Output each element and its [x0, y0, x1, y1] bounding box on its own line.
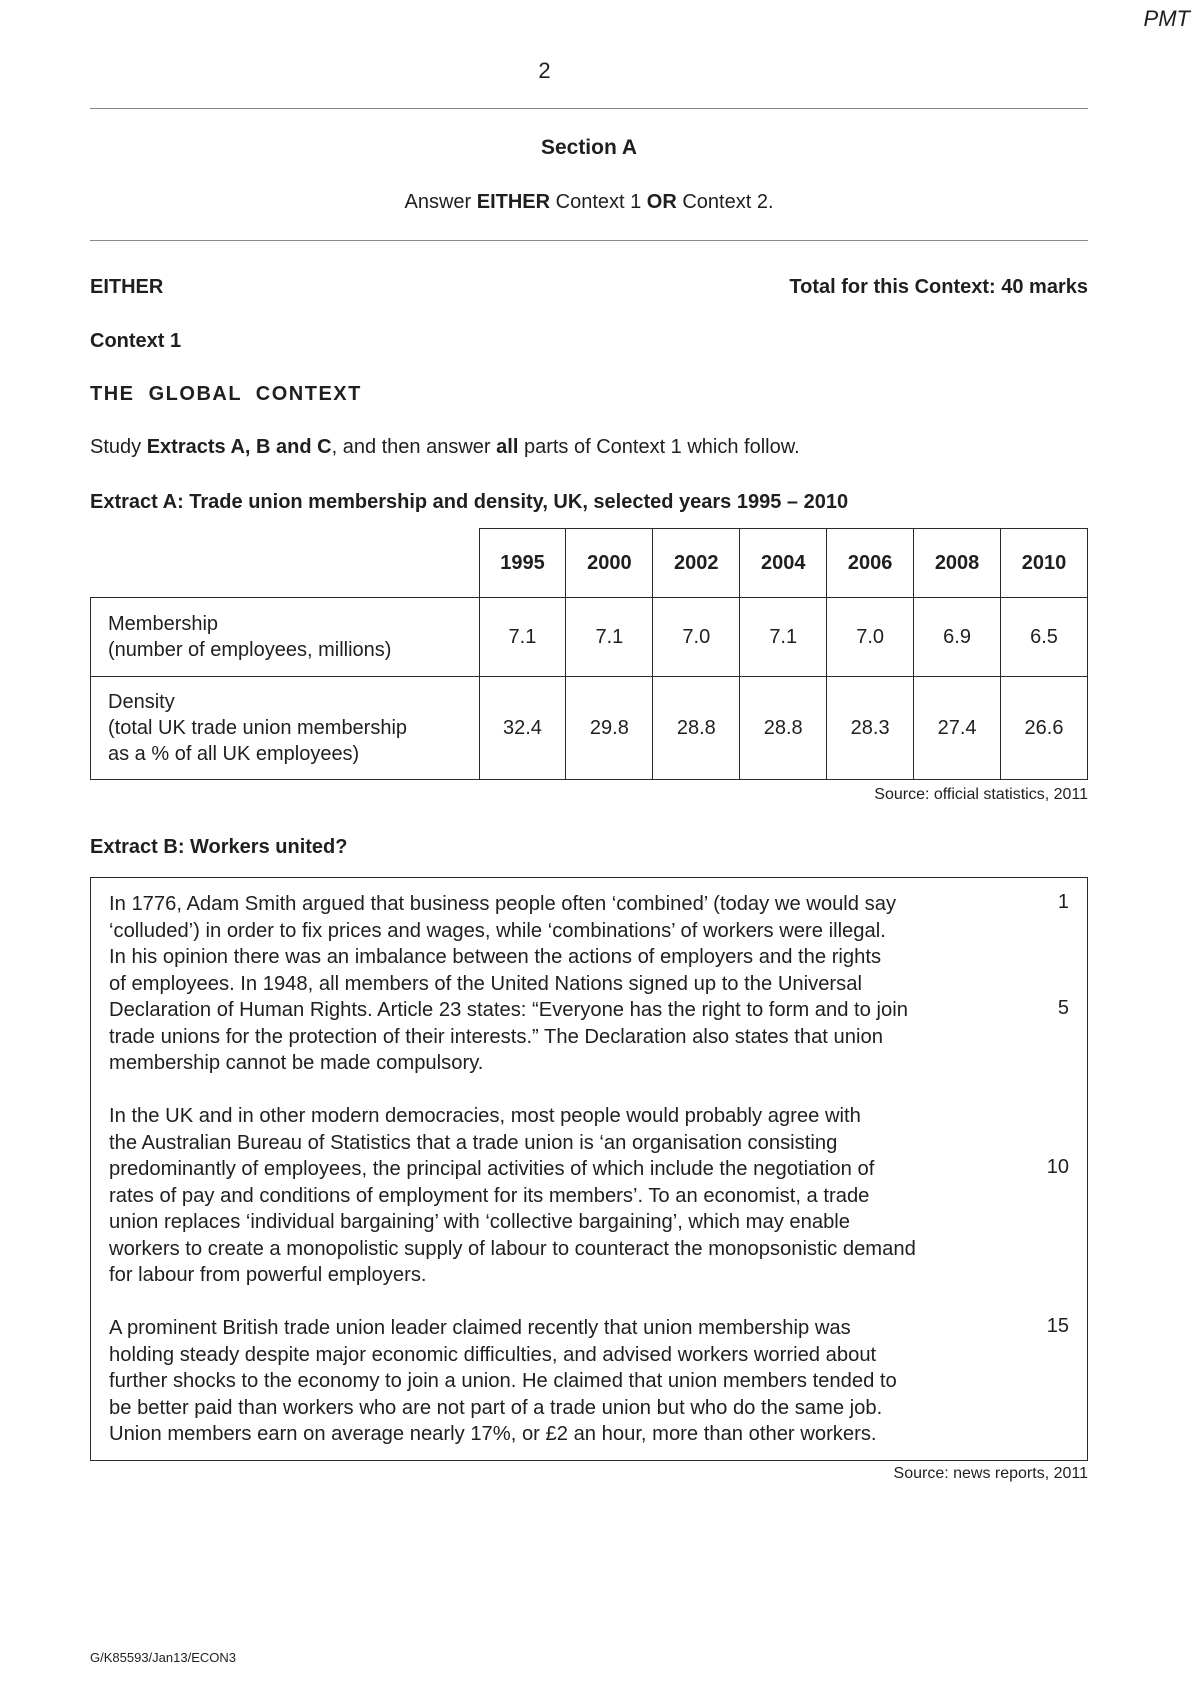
text-line: predominantly of employees, the principal activities of which include the negotiation of	[109, 1158, 875, 1180]
row-label-line: (total UK trade union membership	[108, 717, 408, 739]
year-header: 2000	[566, 529, 653, 598]
table-cell: 28.3	[827, 677, 914, 780]
table-header-row	[91, 529, 1088, 598]
year-header: 2002	[653, 529, 740, 598]
table-cell: 26.6	[1001, 677, 1088, 780]
study-extracts: Extracts A, B and C	[146, 436, 332, 458]
text-line: In his opinion there was an imbalance between the actions of employers and the rights	[109, 946, 882, 968]
study-suffix: parts of Context 1 which follow.	[518, 436, 800, 458]
either-label: EITHER	[90, 276, 164, 298]
table-cell: 7.0	[827, 598, 914, 677]
study-prefix: Study	[90, 436, 147, 458]
table-cell: 6.5	[1001, 598, 1088, 677]
table-row-density	[91, 677, 1088, 780]
extract-a-table	[90, 528, 1088, 780]
total-marks: Total for this Context: 40 marks	[789, 276, 1088, 298]
row-label-density	[91, 677, 480, 780]
extract-b-paragraph-2	[109, 1103, 1009, 1289]
page-number: 2	[538, 58, 551, 83]
table-cell: 7.1	[566, 598, 653, 677]
line-number: 1	[1057, 891, 1069, 913]
table-cell: 7.1	[479, 598, 566, 677]
text-line: In the UK and in other modern democracies, most people would probably agree with	[109, 1105, 861, 1127]
text-line: Union members earn on average nearly 17%, or £2 an hour, more than other workers.	[109, 1423, 877, 1445]
instruction-prefix: Answer	[404, 191, 477, 213]
year-header: 2004	[740, 529, 827, 598]
text-line: of employees. In 1948, all members of the United Nations signed up to the Universal	[109, 972, 862, 995]
line-number: 10	[1046, 1156, 1069, 1178]
table-row-membership	[91, 598, 1088, 677]
text-line: be better paid than workers who are not part of a trade union but who do the same job.	[109, 1396, 883, 1419]
row-label-line: Density	[108, 691, 175, 713]
extract-b-source: Source: news reports, 2011	[893, 1465, 1088, 1482]
extract-b-box	[90, 877, 1088, 1461]
text-line: In 1776, Adam Smith argued that business people often ‘combined’ (today we would say	[109, 893, 897, 915]
text-line: rates of pay and conditions of employment for its members’. To an economist, a trade	[109, 1184, 870, 1207]
extract-a-heading: Extract A: Trade union membership and density, UK, selected years 1995 – 2010	[90, 491, 849, 513]
extract-a-source: Source: official statistics, 2011	[874, 786, 1088, 803]
instruction-or: OR	[646, 191, 677, 213]
year-header: 2006	[827, 529, 914, 598]
line-number: 5	[1057, 997, 1069, 1019]
year-header: 2008	[914, 529, 1001, 598]
year-header: 2010	[1001, 529, 1088, 598]
instruction-either: EITHER	[476, 191, 551, 213]
table-cell: 28.8	[653, 677, 740, 780]
footer-paper-code: G/K85593/Jan13/ECON3	[90, 1650, 236, 1665]
row-label-membership	[91, 598, 480, 677]
text-line: the Australian Bureau of Statistics that a trade union is ‘an organisation consisting	[109, 1131, 838, 1154]
text-line: further shocks to the economy to join a union. He claimed that union members tended to	[109, 1370, 897, 1392]
section-instruction	[90, 191, 1088, 214]
table-corner-cell	[91, 529, 480, 598]
top-divider	[90, 108, 1088, 109]
study-all: all	[496, 436, 519, 458]
row-label-line: Membership	[108, 613, 219, 635]
text-line: for labour from powerful employers.	[109, 1264, 427, 1286]
text-line: union replaces ‘individual bargaining’ with ‘collective bargaining’, which may enable	[109, 1211, 851, 1233]
extract-b-heading: Extract B: Workers united?	[90, 836, 348, 858]
extract-b-paragraph-3	[109, 1315, 1009, 1448]
section-divider	[90, 240, 1088, 241]
pmt-watermark: PMT	[1143, 6, 1190, 31]
text-line: Declaration of Human Rights. Article 23 states: “Everyone has the right to form and to join	[109, 999, 908, 1021]
row-label-line: (number of employees, millions)	[108, 639, 392, 661]
extract-b-paragraph-1	[109, 891, 1009, 1077]
row-label-line: as a % of all UK employees)	[108, 743, 360, 765]
section-title: Section A	[540, 136, 638, 159]
text-line: membership cannot be made compulsory.	[109, 1052, 484, 1074]
table-cell: 28.8	[740, 677, 827, 780]
study-instruction	[90, 436, 800, 459]
year-header: 1995	[479, 529, 566, 598]
table-cell: 7.0	[653, 598, 740, 677]
instruction-suffix: Context 2.	[676, 191, 774, 213]
table-cell: 6.9	[914, 598, 1001, 677]
text-line: holding steady despite major economic difficulties, and advised workers worried about	[109, 1343, 877, 1366]
table-cell: 29.8	[566, 677, 653, 780]
table-cell: 27.4	[914, 677, 1001, 780]
table-cell: 32.4	[479, 677, 566, 780]
text-line: workers to create a monopolistic supply of labour to counteract the monopsonistic demand	[109, 1237, 916, 1260]
text-line: ‘colluded’) in order to fix prices and wages, while ‘combinations’ of workers were illegal.	[109, 919, 886, 942]
instruction-mid: Context 1	[550, 191, 647, 213]
context-label: Context 1	[90, 330, 182, 352]
text-line: trade unions for the protection of their interests.” The Declaration also states that union	[109, 1025, 883, 1048]
table-cell: 7.1	[740, 598, 827, 677]
context-title: THE GLOBAL CONTEXT	[90, 383, 362, 405]
line-number: 15	[1046, 1315, 1069, 1337]
study-mid: , and then answer	[331, 436, 497, 458]
text-line: A prominent British trade union leader claimed recently that union membership was	[109, 1317, 851, 1339]
